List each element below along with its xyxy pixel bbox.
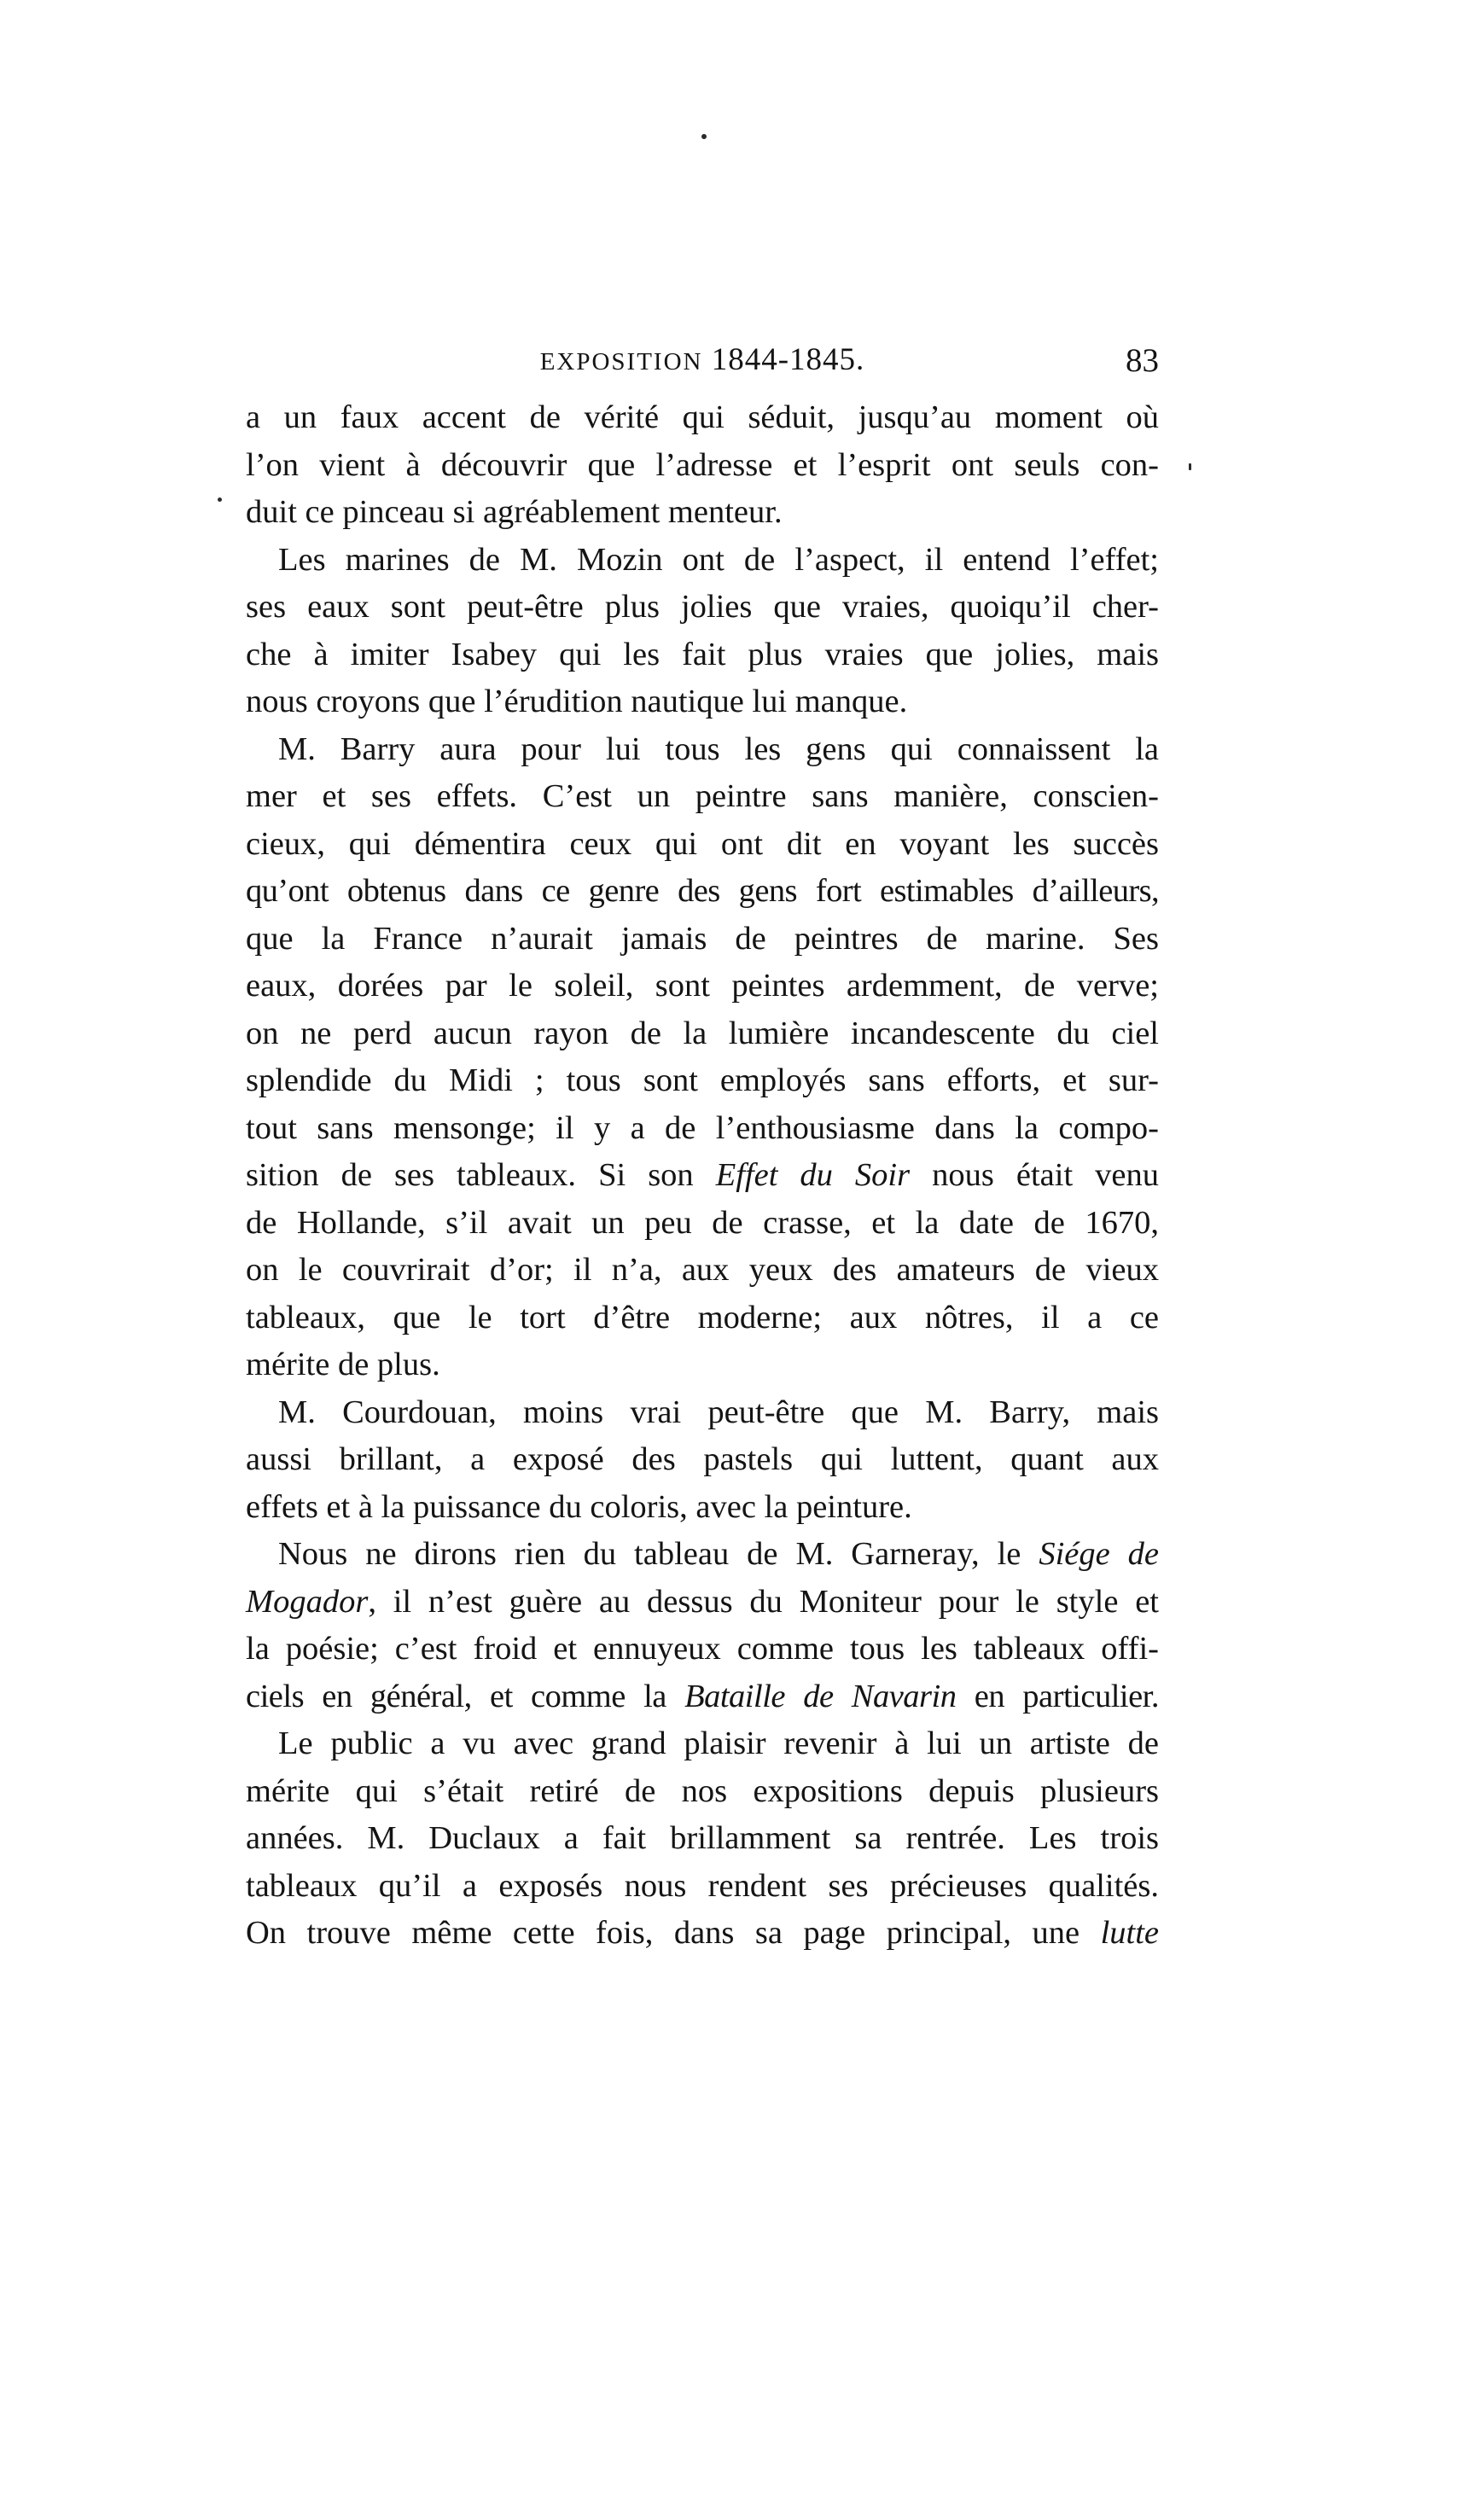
text-line: effets et à la puissance du coloris, avec la peinture. xyxy=(246,1488,912,1525)
emphasized-word: lutte xyxy=(1100,1915,1159,1951)
text-line: on le couvrirait d’or; il n’a, aux yeux des amateurs de vieux xyxy=(246,1252,1159,1288)
text-line: tableaux, que le tort d’être moderne; aux nôtres, il a ce xyxy=(246,1299,1159,1335)
running-head xyxy=(246,335,1159,386)
artwork-title: Mogador xyxy=(246,1583,369,1620)
text-line: la poésie; c’est froid et ennuyeux comme tous les tableaux offi- xyxy=(246,1631,1159,1667)
text-line: mer et ses effets. C’est un peintre sans manière, conscien- xyxy=(246,778,1159,814)
text-line: de Hollande, s’il avait un peu de crasse, et la date de 1670, xyxy=(246,1204,1159,1241)
body-text xyxy=(246,394,1159,1958)
page-number: 83 xyxy=(1126,342,1159,379)
text-line: ses eaux sont peut-être plus jolies que vraies, quoiqu’il cher- xyxy=(246,589,1159,625)
text-line: mérite qui s’était retiré de nos expositions depuis plusieurs xyxy=(246,1772,1159,1809)
text-line: M. Courdouan, moins vrai peut-être que M. Barry, mais xyxy=(278,1394,1159,1430)
ink-speck xyxy=(1189,463,1191,470)
text-line: cieux, qui démentira ceux qui ont dit en voyant les succès xyxy=(246,825,1159,862)
text-line: ciels en général, et comme la Bataille de Navarin en particulier. xyxy=(246,1678,1159,1714)
text-line: Mogador, il n’est guère au dessus du Moniteur pour le style et xyxy=(246,1583,1159,1620)
text-line: che à imiter Isabey qui les fait plus vraies que jolies, mais xyxy=(246,636,1159,672)
text-line: aussi brillant, a exposé des pastels qui luttent, quant aux xyxy=(246,1441,1159,1477)
artwork-title: Bataille de Navarin xyxy=(684,1678,957,1714)
text-line: on ne perd aucun rayon de la lumière incandescente du ciel xyxy=(246,1015,1159,1051)
text-line: l’on vient à découvrir que l’adresse et l’esprit ont seuls con- xyxy=(246,446,1159,483)
text-line: années. M. Duclaux a fait brillamment sa rentrée. Les trois xyxy=(246,1820,1159,1856)
text-line: duit ce pinceau si agréablement menteur. xyxy=(246,494,783,530)
text-line: tout sans mensonge; il y a de l’enthousiasme dans la compo- xyxy=(246,1109,1159,1146)
ink-speck xyxy=(701,134,707,139)
running-title-years: 1844-1845. xyxy=(711,342,865,377)
artwork-title: Effet du Soir xyxy=(715,1157,911,1193)
text-line: M. Barry aura pour lui tous les gens qui connaissent la xyxy=(278,730,1159,767)
text-line: Le public a vu avec grand plaisir revenir à lui un artiste de xyxy=(278,1725,1159,1761)
running-title xyxy=(246,341,1159,378)
text-line: tableaux qu’il a exposés nous rendent ses précieuses qualités. xyxy=(246,1867,1159,1904)
text-line: sition de ses tableaux. Si son Effet du Soir nous était venu xyxy=(246,1157,1160,1193)
text-line: nous croyons que l’érudition nautique lui manque. xyxy=(246,684,908,719)
text-line: a un faux accent de vérité qui séduit, jusqu’au moment où xyxy=(246,399,1159,435)
text-line: que la France n’aurait jamais de peintres de marine. Ses xyxy=(246,920,1159,957)
text-line: mérite de plus. xyxy=(246,1347,440,1382)
text-line: splendide du Midi ; tous sont employés sans efforts, et sur- xyxy=(246,1062,1159,1098)
text-line: Les marines de M. Mozin ont de l’aspect, il entend l’effet; xyxy=(278,541,1159,578)
artwork-title: Siége de xyxy=(1039,1536,1160,1572)
text-line: qu’ont obtenus dans ce genre des gens fort estimables d’ailleurs, xyxy=(246,873,1159,909)
ink-speck xyxy=(218,498,222,502)
text-line: On trouve même cette fois, dans sa page principal, une lutte xyxy=(246,1915,1159,1951)
running-title-prefix: EXPOSITION xyxy=(539,348,703,375)
text-line: eaux, dorées par le soleil, sont peintes ardemment, de verve; xyxy=(246,968,1159,1004)
text-line: Nous ne dirons rien du tableau de M. Garneray, le Siége de xyxy=(278,1536,1160,1572)
